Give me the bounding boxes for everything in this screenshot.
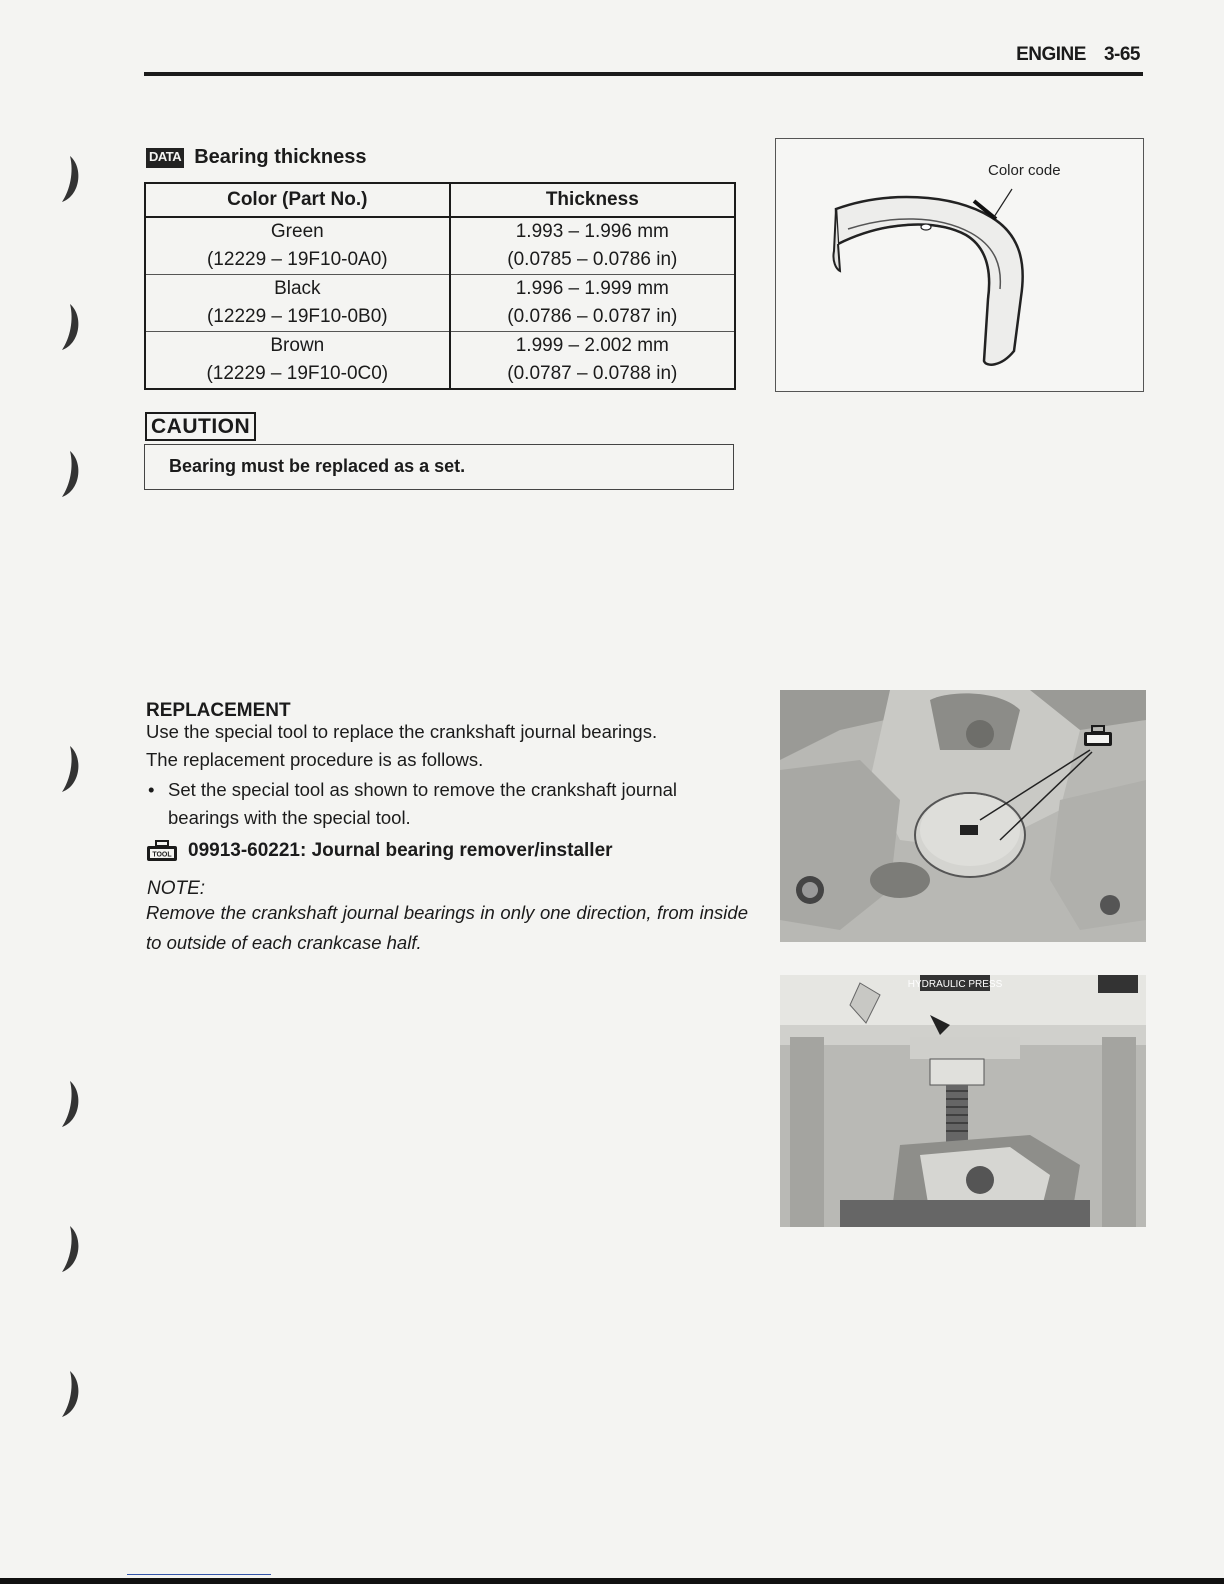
note-text: Remove the crankshaft journal bearings in only one direction, from inside to outside of each crankcase half. (146, 902, 748, 953)
crankcase-photo (780, 690, 1146, 942)
bullet-text: Set the special tool as shown to remove the crankshaft journal bearings with the special tool. (168, 779, 678, 828)
header-section: ENGINE (1016, 44, 1086, 65)
color-name: Green (270, 221, 324, 242)
special-tool-text: 09913-60221: Journal bearing remover/installer (188, 840, 613, 861)
binder-hole (40, 150, 84, 206)
binder-hole (40, 298, 84, 354)
bearing-table (144, 182, 736, 390)
column-header: Color (Part No.) (145, 183, 450, 217)
binder-hole (40, 1365, 84, 1421)
bullet-dot: • (148, 779, 155, 800)
part-number: (12229 – 19F10-0A0) (206, 249, 388, 270)
footer-link-line (127, 1574, 271, 1575)
thickness-in: (0.0787 – 0.0788 in) (507, 363, 678, 384)
bullet-item (148, 776, 748, 832)
binder-edge (0, 0, 90, 1584)
replacement-line2: The replacement procedure is as follows. (146, 749, 484, 770)
caution-text: Bearing must be replaced as a set. (169, 456, 466, 476)
table-row (145, 332, 735, 390)
binder-hole (40, 1075, 84, 1131)
table-row (145, 275, 735, 332)
replacement-title: REPLACEMENT (146, 700, 291, 721)
color-cell (145, 332, 450, 390)
header-rule (144, 72, 1143, 76)
page-header (998, 44, 1140, 66)
column-header: Thickness (450, 183, 735, 217)
thickness-mm: 1.999 – 2.002 mm (515, 335, 669, 356)
caution-label: CAUTION (145, 412, 256, 441)
thickness-in: (0.0786 – 0.0787 in) (507, 306, 678, 327)
thickness-mm: 1.993 – 1.996 mm (515, 221, 669, 242)
thickness-cell (450, 275, 735, 332)
crankcase-photo-image (780, 690, 1146, 942)
color-code-callout: Color code (988, 162, 1061, 179)
color-name: Black (274, 278, 321, 299)
thickness-mm: 1.996 – 1.999 mm (515, 278, 669, 299)
binder-hole (40, 740, 84, 796)
thickness-cell (450, 217, 735, 275)
binder-hole (40, 445, 84, 501)
tool-icon-label: TOOL (152, 851, 172, 859)
data-icon: DATA (146, 148, 184, 168)
thickness-in: (0.0785 – 0.0786 in) (507, 249, 678, 270)
thickness-cell (450, 332, 735, 390)
bearing-figure (775, 138, 1144, 392)
bearing-section-title (146, 146, 366, 169)
table-header-row (145, 183, 735, 217)
part-number: (12229 – 19F10-0C0) (206, 363, 389, 384)
special-tool-line (146, 840, 613, 862)
color-cell (145, 217, 450, 275)
note-label: NOTE: (147, 878, 206, 899)
press-sign: HYDRAULIC PRESS (907, 979, 1003, 990)
binder-hole (40, 1220, 84, 1276)
color-cell (145, 275, 450, 332)
hydraulic-press-image (780, 975, 1146, 1227)
bearing-title: Bearing thickness (194, 146, 367, 168)
page-bottom-edge (0, 1578, 1224, 1584)
page-number: 3-65 (1103, 44, 1140, 65)
tool-icon (146, 840, 178, 862)
replacement-line1: Use the special tool to replace the crankshaft journal bearings. (146, 721, 658, 742)
color-name: Brown (270, 335, 325, 356)
bearing-shell-illustration (776, 139, 1143, 391)
part-number: (12229 – 19F10-0B0) (206, 306, 388, 327)
hydraulic-press-photo (780, 975, 1146, 1227)
caution-box (144, 444, 734, 490)
table-row (145, 217, 735, 275)
